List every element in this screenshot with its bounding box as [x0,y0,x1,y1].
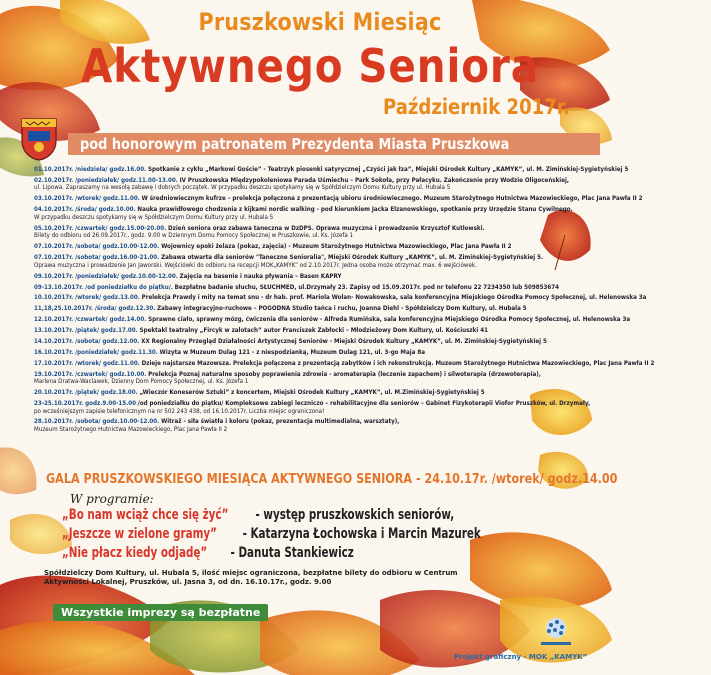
event-item [34,206,580,221]
design-credit: Projekt graficzny - MOK „KAMYK” [454,653,588,661]
event-item [34,225,580,240]
event-description: Bezpłatne badanie słuchu, SŁUCHMED, ul.Drzymały 23. Zapisy od 15.09.2017r. pod nr telefonu 22 7234350 lub 509853674 [174,283,560,291]
event-item [34,371,580,386]
event-item [34,305,580,313]
event-date: 17.10.2017r. /wtorek/ godz.11.00. [34,359,140,367]
event-item [34,254,580,269]
free-events-badge: Wszystkie imprezy są bezpłatne [53,604,268,621]
event-description: Zajęcia na basenie i nauka pływania – Basen KAPRY [179,272,342,280]
event-note: Bilety do odbioru od 26.09.2017r., godz. 9.00 w Dziennym Domu Pomocy Społecznej w Pruszkowie, ul. Ks. Józefa 1 [34,232,354,240]
gala-title-text: GALA PRUSZKOWSKIEGO MIESIĄCA AKTYWNEGO SENIORA - 24.10.17r. /wtorek/ godz.14.00 [46,472,618,487]
program-item [62,507,556,523]
poster-title-line1: Pruszkowski Miesiąc [198,8,442,36]
event-item [34,294,647,302]
program-label: W programie: [70,492,154,506]
event-date: 11,18,25.10.2017r. /środa/ godz.12.30. [34,305,156,313]
program-item-performer: - występ pruszkowskich seniorów, [255,507,455,523]
event-item [34,327,580,335]
event-item [34,349,580,357]
event-date: 12.10.2017r. /czwartek/ godz.14.00. [34,316,147,324]
patronage-text: pod honorowym patronatem Prezydenta Miasta Pruszkowa [80,135,510,153]
program-item-title: „Jeszcze w zielone gramy” [62,526,217,542]
event-description: Dzieje najstarsze Mazowsza. Prelekcja połączona z prezentacją zabytków i ich rekonstrukcją. Muzeum Starożytnego Hutnictwa Mazowieckiego, Plac Jana Pawła II 2 [141,359,655,367]
event-description: Witraż - siła światła i koloru (pokaz, prezentacja multimedialna, warsztaty), [161,418,400,426]
poster-date: Październik 2017r. [382,95,570,119]
event-description: Prelekcja Prawdy i mity na temat snu - dr hab. prof. Mariola Wolan- Nowakowska, sala konferencyjna Miejskiego Ośrodka Pomocy Społecznej, ul. Helenowska 3a [141,294,647,302]
event-description: Zabawy integracyjno-ruchowe – POGODNA Studio tańca i ruchu, Joanna Diehl - Spółdzielczy Dom Kultury, ul. Hubala 5 [157,305,527,313]
event-item [34,418,580,433]
event-note: Muzeum Starożytnego Hutnictwa Mazowieckiego, Plac Jana Pawła II 2 [34,426,228,434]
event-item [34,273,580,281]
event-description: Sprawne ciało, sprawny mózg, ćwiczenia dla seniorów - Alfreda Rumińska, sala konferencyjna Miejskiego Ośrodka Pomocy Społecznej, ul. Helenowska 3a [148,316,631,324]
event-item [34,316,631,324]
event-date: 13.10.2017r. /piątek/ godz.17.00. [34,327,138,335]
event-item [34,400,591,415]
event-date: 07.10.2017r. /sobota/ godz.16.00-21.00. [34,254,160,262]
event-date: 05.10.2017r. /czwartek/ godz.15.00-20.00. [34,224,167,232]
event-date: 07.10.2017r. /sobota/ godz.10.00-12.00. [34,243,160,251]
gala-ticket-note: Spółdzielczy Dom Kultury, ul. Hubala 5, ilość miejsc ograniczona, bezpłatne bilety do odbioru w Centrum Aktywności Lokalnej, Pruszków, ul. Jasna 3, od dn. 16.10.17r., godz. 9.00 [44,569,458,586]
event-date: 14.10.2017r. /sobota/ godz.12.00. [34,337,140,345]
event-description: Spektakl teatralny „Fircyk w zalotach” autor Franciszek Zabłocki – Młodzieżowy Dom Kultury, ul. Kościuszki 41 [139,327,488,335]
event-description: XX Regionalny Przegląd Działalności Artystycznej Seniorów - Miejski Ośrodek Kultury „KAMYK”, ul. M. Zimińskiej-Sygietyńskiej 5 [141,337,547,345]
event-note: W przypadku deszczu spotykamy się w Spółdzielczym Domu Kultury przy ul. Hubala 5 [34,213,274,221]
event-date: 19.10.2017r. /czwartek/ godz.10.00. [34,370,147,378]
poster-title-line2: Aktywnego Seniora [81,39,539,93]
program-item-title: „Bo nam wciąż chce się żyć” [62,507,229,523]
event-description: IV Pruszkowska Międzypokoleniowa Parada Uśmiechu – Park Sokoła, przy Pałacyku. Zakończenie przy Wodzie Oligoceńskiej, [179,176,570,184]
event-date: 03.10.2017r. /wtorek/ godz.11.00. [34,195,140,203]
program-item-performer: - Danuta Stankiewicz [230,545,355,561]
event-item [34,338,580,346]
event-item [34,389,580,397]
patronage-band [68,133,600,155]
program-item-title: „Nie płacz kiedy odjadę” [62,545,208,561]
event-note: ul. Lipowa. Zapraszamy na wesołą zabawę i dobrych początek. W przypadku deszczu spotykamy się w Spółdzielczym Domu Kultury przy ul. Hubala 5 [34,184,451,192]
event-description: Zabawa otwarta dla seniorów "Taneczne Senioralia", Miejski Ośrodek Kultury „KAMYK”, ul. M. Zimińskiej-Sygietyńskiej 5. [161,254,544,262]
event-item [34,359,655,368]
event-date: 09-13.10.2017r. /od poniedziałku do piątku/. [34,283,173,291]
event-date: 20.10.2017r. /piątek/ godz.18.00. [34,389,138,397]
event-description: „Wieczór Koneserów Sztuki” z koncertem, Miejski Ośrodek Kultury „KAMYK”, ul. M.Zimińskiej-Sygietyńskiej 5 [139,389,485,397]
event-item [34,166,629,174]
event-note: Marlena Dratwa-Waclawek, Dzienny Dom Pomocy Społecznej, ul. Ks. Józefa 1 [34,378,249,386]
event-date: 10.10.2017r. /wtorek/ godz.13.00. [34,294,140,302]
event-description: /od poniedziałku do piątku/ Kompleksowe zabiegi leczniczo – rehabilitacyjne dla seniorów – Gabinet Fizykoterapii Viofor Pruszków, ul. Drzymały, [137,400,591,407]
events-list [34,166,655,437]
event-description: Wizyta w Muzeum Dulag 121 - z niespodzianką, Muzeum Dulag 121, ul. 3-go Maja 8a [159,348,425,356]
event-date: 16.10.2017r. /poniedziałek/ godz.11.30. [34,348,158,356]
event-date: 09.10.2017r. /poniedziałek/ godz.10.00-12.00. [34,272,178,280]
event-item [34,243,580,251]
event-date: 23-25.10.2017r. godz.9.00-15.00 [34,400,136,407]
event-description: Spotkanie z cyklu „Markowi Goście” - Teatrzyk piosenki satyrycznej „Czyści jak łza”, Miejski Ośrodek Kultury „KAMYK”, ul. M. Zimińskiej-Sygietyńskiej 5 [148,166,629,173]
event-item [34,195,643,203]
organizer-logo-icon [535,614,577,650]
event-description: Prelekcja Poznaj naturalne sposoby poprawienia zdrowia - aromaterapia (leczenie zapachem) i silwoterapia (drzewoterapia), [148,370,541,378]
pruszkow-crest-icon [20,117,58,161]
event-note: po wcześniejszym zapisie telefonicznym na nr 502 243 438, od 16.10.2017r. Liczba miejsc ograniczona! [34,407,325,415]
event-note: Oprawa muzyczna i prowadzenie Jan Jaworski. Wejściówki do odbioru na recepcji MOK„KAMYK” od 2.10.2017r. Jedna osoba może otrzymać max. 6 wejściówek. [34,261,477,269]
gala-title [46,472,618,487]
event-date: 02.10.2017r. /poniedziałek/ godz.11.00-13.00. [34,176,178,184]
event-date: 28.10.2017r. /sobota/ godz.10.00-12.00. [34,418,160,426]
event-description: Dzień seniora oraz zabawa taneczna w DzDPS. Oprawa muzyczna i prowadzenie Krzysztof Kutlowski. [168,224,485,232]
event-description: W średniowiecznym kufrze – prelekcja połączona z prezentacją ubioru średniowiecznego. Muzeum Starożytnego Hutnictwa Mazowieckiego, Plac Jana Pawła II 2 [141,195,643,203]
program-item [62,526,594,542]
event-item [34,284,580,292]
event-item [34,177,580,192]
event-date: 01.10.2017r. /niedziela/ godz.16.00. [34,166,147,173]
event-date: 04.10.2017r. /środa/ godz.10.00. [34,206,136,214]
program-item [62,545,425,561]
program-item-performer: - Katarzyna Łochowska i Marcin Mazurek [242,526,481,542]
event-description: Nauka prawidłowego chodzenia z kijkami nordic walking - pod kierunkiem Jacka Elzanowskiego, spotkanie przy Urzędzie Stanu Cywilnego. [137,206,573,214]
event-description: Wojownicy epoki żelaza (pokaz, zajęcia) - Muzeum Starożytnego Hutnictwa Mazowieckiego, Plac Jana Pawła II 2 [161,243,512,251]
